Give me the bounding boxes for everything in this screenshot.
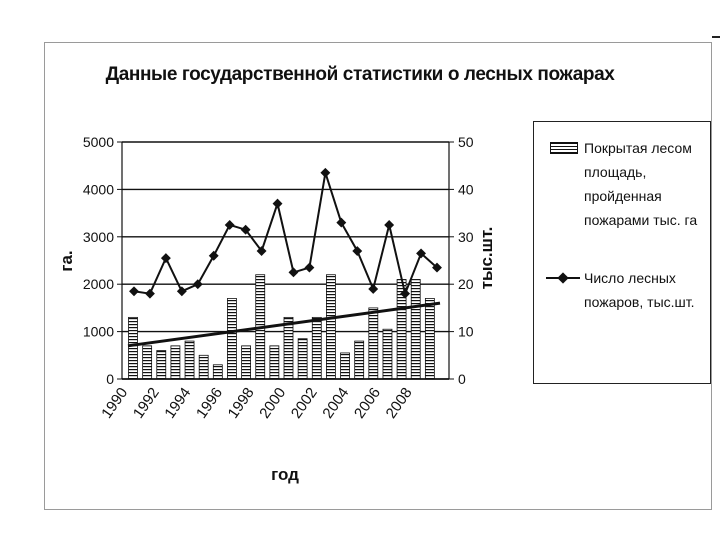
y-tick-label: 4000: [82, 181, 114, 198]
fires-marker: [161, 253, 171, 263]
y2-tick-label: 20: [458, 276, 474, 293]
bar: [199, 355, 208, 379]
bar: [157, 351, 166, 379]
bar: [425, 298, 434, 379]
y-tick-label: 5000: [82, 134, 114, 150]
bar: [298, 339, 307, 379]
fires-line: [134, 173, 437, 294]
legend-marker-swatch: [557, 272, 568, 283]
fires-marker: [209, 251, 219, 261]
bar: [227, 298, 236, 379]
fires-marker: [320, 168, 330, 178]
y-tick-label: 0: [106, 371, 114, 387]
y2-tick-label: 0: [458, 371, 466, 387]
x-axis-title: год: [271, 465, 299, 484]
x-tick-label: 2000: [256, 384, 290, 422]
bar: [369, 308, 378, 379]
chart-title: Данные государственной статистики о лесных пожарах: [105, 64, 615, 85]
fires-marker: [352, 246, 362, 256]
fires-marker: [336, 218, 346, 228]
fires-marker: [225, 220, 235, 230]
legend-bar-swatch: [550, 142, 578, 154]
legend: [533, 121, 711, 384]
y-tick-label: 1000: [82, 323, 114, 340]
bar: [185, 341, 194, 379]
bar: [171, 346, 180, 379]
fires-marker: [304, 263, 314, 273]
x-tick-label: 1998: [224, 384, 258, 422]
bar: [143, 346, 152, 379]
y-tick-label: 3000: [82, 228, 114, 245]
x-tick-label: 2004: [319, 384, 353, 422]
y-axis-title: га.: [57, 250, 76, 272]
y2-tick-label: 10: [458, 323, 474, 340]
y-tick-label: 2000: [82, 276, 114, 293]
bar: [383, 329, 392, 379]
x-tick-label: 1994: [161, 384, 195, 422]
bar: [355, 341, 364, 379]
fires-marker: [273, 199, 283, 209]
bar: [270, 346, 279, 379]
fires-marker: [289, 267, 299, 277]
bar: [284, 317, 293, 379]
fires-marker: [145, 289, 155, 299]
x-tick-label: 1990: [98, 384, 132, 422]
x-tick-label: 1992: [129, 384, 163, 422]
legend-label-area: Покрытая лесом площадь, пройденная пожарами тыс. га: [584, 140, 698, 228]
bar: [312, 317, 321, 379]
bar: [326, 275, 335, 379]
x-tick-label: 2006: [351, 384, 385, 422]
y2-axis-title: тыс.шт.: [477, 226, 496, 290]
fires-marker: [384, 220, 394, 230]
fires-marker: [193, 279, 203, 289]
fires-marker: [368, 284, 378, 294]
y2-tick-label: 50: [458, 134, 474, 150]
legend-label-fires: Число лесных пожаров, тыс.шт.: [584, 270, 695, 310]
x-tick-label: 2002: [287, 384, 321, 422]
y2-tick-label: 30: [458, 228, 474, 245]
bar-series: [129, 275, 435, 379]
bar: [242, 346, 251, 379]
bar: [129, 317, 138, 379]
fires-marker: [129, 286, 139, 296]
bar: [341, 353, 350, 379]
fires-marker: [177, 286, 187, 296]
x-tick-label: 2008: [382, 384, 416, 422]
x-tick-label: 1996: [193, 384, 227, 422]
bar: [411, 279, 420, 379]
y2-tick-label: 40: [458, 181, 474, 198]
bar: [213, 365, 222, 379]
